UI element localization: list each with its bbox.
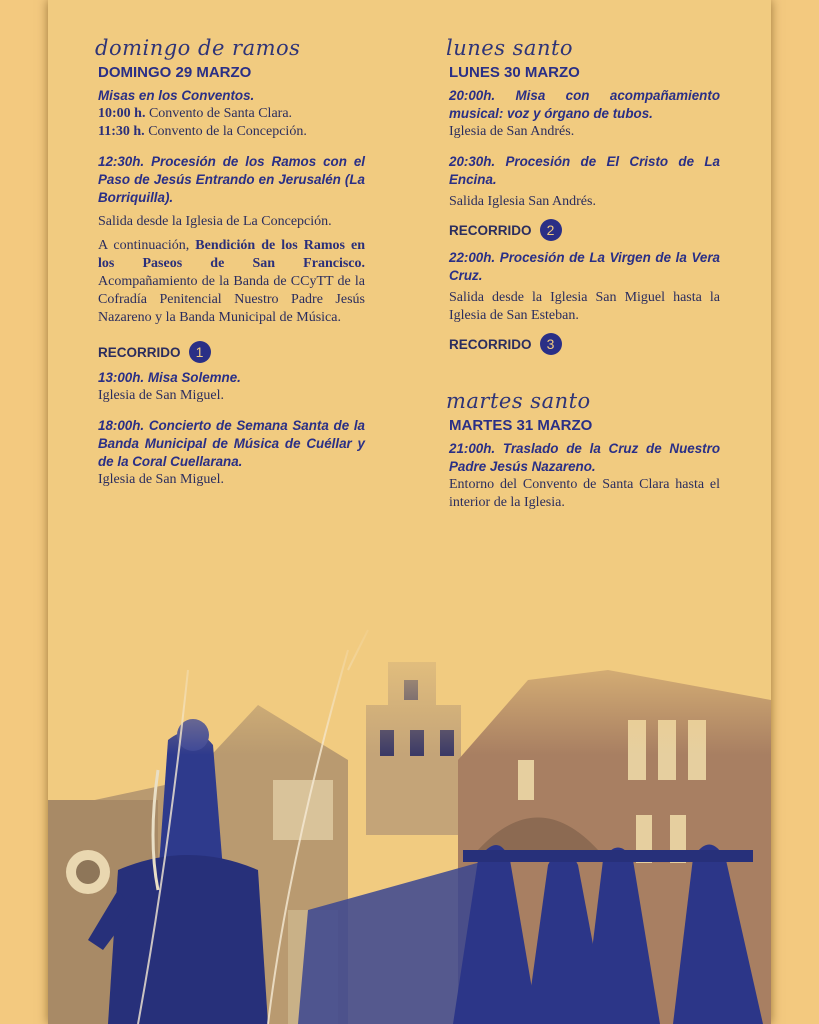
recorrido-1-number: 1 (189, 341, 211, 363)
concierto-place: Iglesia de San Miguel. (98, 472, 224, 487)
concierto-title: 18:00h. Concierto de Semana Santa de la Banda Municipal de Música de Cuéllar y de la Coral Cuellarana. (98, 418, 365, 469)
misa-place-2: Convento de la Concepción. (144, 124, 307, 139)
recorrido-2-label: RECORRIDO (449, 222, 532, 238)
misas-title: Misas en los Conventos. (98, 88, 255, 103)
domingo-date: DOMINGO 29 MARZO (98, 64, 252, 81)
cristo-encina-title: 20:30h. Procesión de El Cristo de La Encina. (449, 154, 720, 187)
lunes-misa-title: 20:00h. Misa con acompañamiento musical: voz y órgano de tubos. (449, 88, 720, 121)
procesion-ramos-continuacion (98, 237, 365, 327)
recorrido-1 (98, 341, 365, 363)
recorrido-2-number: 2 (540, 219, 562, 241)
procesion-ramos-title: 12:30h. Procesión de los Ramos con el Paso de Jesús Entrando en Jerusalén (La Borriquilla). (98, 154, 365, 205)
traslado-title: 21:00h. Traslado de la Cruz de Nuestro Padre Jesús Nazareno. (449, 441, 720, 474)
left-column (95, 30, 365, 489)
lunes-misa-place: Iglesia de San Andrés. (449, 124, 575, 139)
recorrido-3-number: 3 (540, 333, 562, 355)
program-page (48, 0, 771, 1024)
continuacion-prefix: A continuación, (98, 238, 196, 253)
misa-solemne-place: Iglesia de San Miguel. (98, 388, 224, 403)
procession-photo (48, 610, 771, 1024)
martes-script-heading: martes santo (446, 389, 591, 413)
misa-line-2 (98, 123, 365, 141)
misa-place-1: Convento de Santa Clara. (145, 106, 293, 121)
misa-time-1: 10:00 h. (98, 106, 146, 121)
recorrido-2 (449, 219, 720, 241)
martes-date: MARTES 31 MARZO (449, 417, 593, 434)
continuacion-rest: Acompañamiento de la Banda de CCyTT de la Cofradía Penitencial Nuestro Padre Jesús Nazareno y la Banda Municipal de Música. (98, 274, 365, 325)
cristo-encina-place: Salida Iglesia San Andrés. (449, 194, 596, 209)
lunes-date: LUNES 30 MARZO (449, 64, 580, 81)
right-column (446, 30, 720, 512)
lunes-script-heading: lunes santo (446, 36, 574, 60)
misa-solemne-title: 13:00h. Misa Solemne. (98, 370, 241, 385)
misa-time-2: 11:30 h. (98, 124, 145, 139)
procesion-ramos-salida: Salida desde la Iglesia de La Concepción. (98, 214, 332, 229)
traslado-place: Entorno del Convento de Santa Clara hasta el interior de la Iglesia. (449, 477, 720, 510)
misa-line-1 (98, 105, 365, 123)
continuacion-bold: Bendición de los Ramos en los Paseos de San Francisco. (98, 238, 365, 271)
virgen-veracruz-place: Salida desde la Iglesia San Miguel hasta la Iglesia de San Esteban. (449, 290, 720, 323)
domingo-script-heading: domingo de ramos (95, 36, 301, 60)
virgen-veracruz-title: 22:00h. Procesión de La Virgen de la Vera Cruz. (449, 250, 720, 283)
recorrido-3 (449, 333, 720, 355)
recorrido-3-label: RECORRIDO (449, 336, 532, 352)
recorrido-1-label: RECORRIDO (98, 344, 181, 360)
